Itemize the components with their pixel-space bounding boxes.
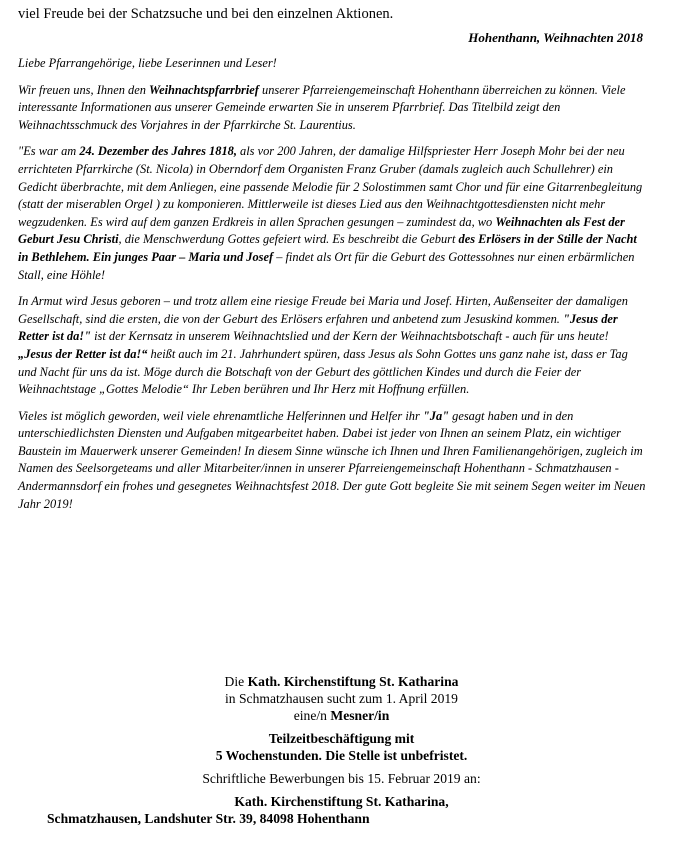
ad-line <box>0 730 683 747</box>
paragraph-2 <box>18 143 646 284</box>
text-run: heißt auch im 21. Jahrhundert spüren, dass Jesus als Sohn Gottes uns ganz nahe ist, dass er Tag und Nacht für uns da ist. Möge durch die Botschaft von der Geburt des göttlichen Kindes und durch die Feier der Weihnachtstage „Gottes Melodie“ Ihr Leben berühren und Ihr Herz mit Hoffnung erfüllen. <box>18 346 628 397</box>
ad-line <box>0 707 683 724</box>
bold-run: "Ja" <box>422 408 450 423</box>
ad-line: in Schmatzhausen sucht zum 1. April 2019 <box>225 691 458 706</box>
bold-run: Mesner/in <box>330 708 390 723</box>
bold-run: des Erlösers in der Stille der Nacht in Bethlehem. Ein junges Paar – Maria und Josef <box>18 232 637 264</box>
bold-run: Weihnachtspfarrbrief <box>149 82 259 97</box>
bold-run: 24. Dezember des Jahres 1818, <box>79 144 237 159</box>
text-run: – findet als Ort für die Geburt des Gottessohnes nur einen erbärmlichen Stall, eine Höhle! <box>18 249 635 282</box>
text-run: "Es war am <box>18 144 80 159</box>
ad-line <box>0 793 683 810</box>
paragraph-4 <box>18 408 646 514</box>
text-run: ist der Kernsatz in unserem Weihnachtslied und der Kern der Weihnachtsbotschaft - auch für uns heute! <box>90 329 609 344</box>
text-run: , die Menschwerdung Gottes gefeiert wird. Es beschreibt die Geburt <box>118 232 459 247</box>
bold-run: "Jesus der Retter ist da!" <box>18 311 618 344</box>
text-run: In Armut wird Jesus geboren – und trotz allem eine riesige Freude bei Maria und Josef. Hirten, Außenseiter der damaligen Gesellschaft, sind die ersten, die von der Geburt des Erlösers erfahren und anbetend zum Jesuskind kommen. <box>18 294 628 326</box>
text-run: Die <box>224 674 248 689</box>
paragraph-1 <box>18 82 646 135</box>
letter-body <box>18 55 646 522</box>
text-run: gesagt haben und in den unterschiedlichsten Diensten und Aufgaben mitgearbeitet haben. Dabei ist jeder von Ihnen an seinem Platz, ein wichtiger Baustein im Mauerwerk unserer Gemeinden! In diesem Sinne wünsche ich Ihnen und Ihren Familienangehörigen, zugleich im Namen des Seelsorgeteams und aller Mitarbeiter/innen in unserer Pfarreiengemeinschaft Hohenthann - Schmatzhausen - Andermannsdorf ein frohes und gesegnetes Weihnachtsfest 2018. Der gute Gott begleite Sie mit seinem Segen weiter im Neuen Jahr 2019! <box>18 408 646 511</box>
bold-run: 5 Wochenstunden. Die Stelle ist unbefristet. <box>215 748 468 763</box>
text-run: unserer Pfarreiengemeinschaft Hohenthann überreichen zu können. Viele interessante Informationen aus unserer Gemeinde erwarten Sie in unserem Pfarrbrief. Das Titelbild zeigt den Weihnachtsschmuck des Vorjahres in der Pfarrkirche St. Laurentius. <box>18 82 626 132</box>
text-run: Vieles ist möglich geworden, weil viele ehrenamtliche Helferinnen und Helfer ihr <box>18 408 423 423</box>
salutation: Liebe Pfarrangehörige, liebe Leserinnen und Leser! <box>18 56 277 70</box>
bold-run: Kath. Kirchenstiftung St. Katharina, <box>234 794 449 809</box>
ad-line <box>0 810 683 827</box>
bold-run: „Jesus der Retter ist da!“ <box>18 346 148 361</box>
ad-line <box>0 673 683 690</box>
paragraph-3 <box>18 293 646 399</box>
text-run: eine/n <box>293 708 331 723</box>
bold-run: Kath. Kirchenstiftung St. Katharina <box>247 674 459 689</box>
bold-run: Schmatzhausen, Landshuter Str. 39, 84098 Hohenthann <box>47 811 370 826</box>
text-run: als vor 200 Jahren, der damalige Hilfspriester Herr Joseph Mohr bei der neu errichteten Pfarrkirche (St. Nicola) in Oberndorf dem Organisten Franz Gruber (damals zugleich auch Schullehrer) ein Gedicht überbrachte, mit dem Anliegen, eine passende Melodie für 2 Solostimmen samt Chor und für eine Gitarrenbegleitung (statt der miserablen Orgel ) zu komponieren. Mittlerweile ist dieses Lied aus den Weihnachtgottesdiensten nicht mehr wegzudenken. Es wird auf dem ganzen Erdkreis in allen Sprachen gesungen – zumindest da, wo <box>18 144 643 229</box>
bold-run: Teilzeitbeschäftigung mit <box>268 731 415 746</box>
ad-line: Schriftliche Bewerbungen bis 15. Februar 2019 an: <box>202 771 481 786</box>
text-run: Wir freuen uns, Ihnen den <box>18 82 149 97</box>
dateline: Hohenthann, Weihnachten 2018 <box>468 30 643 45</box>
bold-run: Weihnachten als Fest der Geburt Jesu Christi <box>18 214 625 247</box>
job-advertisement <box>0 673 683 827</box>
top-line: viel Freude bei der Schatzsuche und bei den einzelnen Aktionen. <box>18 6 394 22</box>
ad-line <box>0 747 683 764</box>
